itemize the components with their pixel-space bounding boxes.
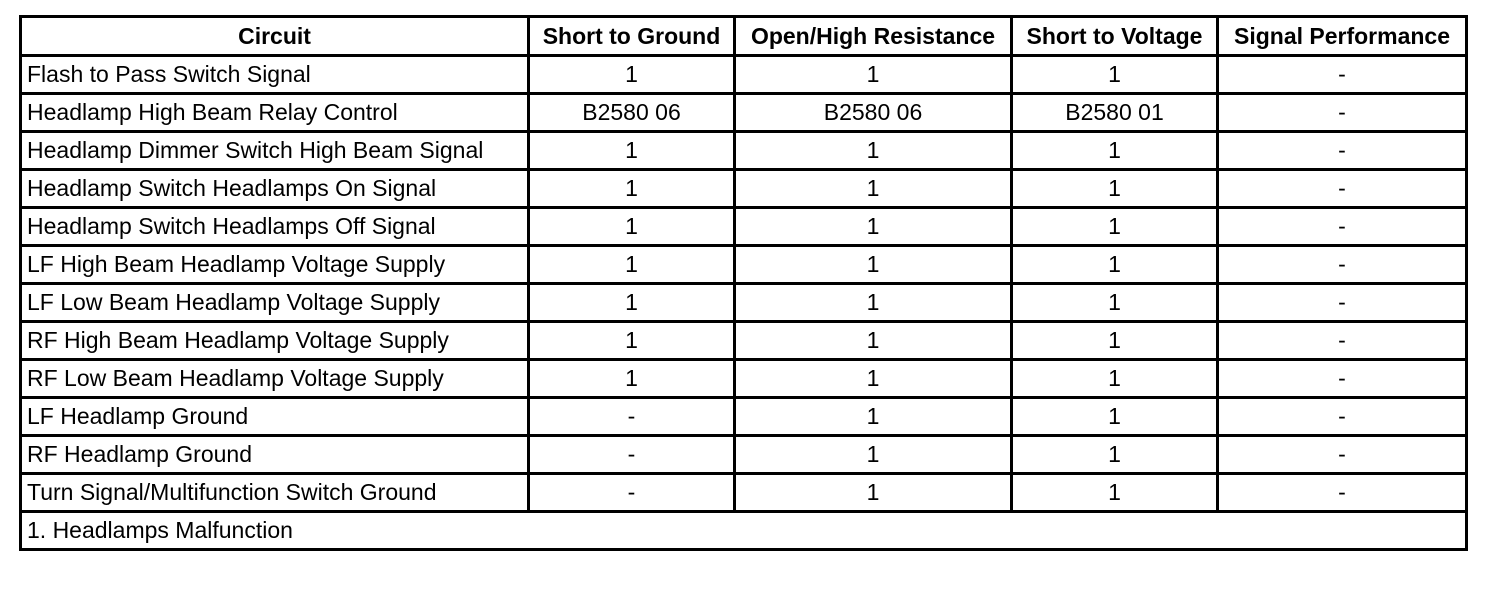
signal-performance-cell: -	[1218, 132, 1467, 170]
signal-performance-cell: -	[1218, 246, 1467, 284]
circuit-name: Headlamp Dimmer Switch High Beam Signal	[21, 132, 529, 170]
circuit-name: Headlamp Switch Headlamps Off Signal	[21, 208, 529, 246]
open-high-resistance-cell: 1	[735, 132, 1012, 170]
open-high-resistance-cell: 1	[735, 246, 1012, 284]
short-to-voltage-cell: 1	[1012, 170, 1218, 208]
header-circuit: Circuit	[21, 17, 529, 56]
open-high-resistance-cell: 1	[735, 208, 1012, 246]
open-high-resistance-cell: 1	[735, 398, 1012, 436]
circuit-name: RF High Beam Headlamp Voltage Supply	[21, 322, 529, 360]
table-row	[21, 208, 1467, 246]
header-row	[21, 17, 1467, 56]
footnote-row	[21, 512, 1467, 550]
circuit-name: RF Headlamp Ground	[21, 436, 529, 474]
open-high-resistance-cell: 1	[735, 474, 1012, 512]
table-row	[21, 170, 1467, 208]
short-to-voltage-cell: 1	[1012, 360, 1218, 398]
table-row	[21, 398, 1467, 436]
short-to-ground-cell: -	[529, 398, 735, 436]
dtc-circuit-table	[19, 15, 1468, 551]
short-to-ground-cell: 1	[529, 246, 735, 284]
circuit-name: Headlamp High Beam Relay Control	[21, 94, 529, 132]
table-row	[21, 284, 1467, 322]
table-row	[21, 322, 1467, 360]
open-high-resistance-cell: B2580 06	[735, 94, 1012, 132]
signal-performance-cell: -	[1218, 56, 1467, 94]
signal-performance-cell: -	[1218, 436, 1467, 474]
open-high-resistance-cell: 1	[735, 56, 1012, 94]
circuit-name: LF Low Beam Headlamp Voltage Supply	[21, 284, 529, 322]
short-to-voltage-cell: 1	[1012, 132, 1218, 170]
short-to-ground-cell: 1	[529, 360, 735, 398]
signal-performance-cell: -	[1218, 94, 1467, 132]
signal-performance-cell: -	[1218, 474, 1467, 512]
signal-performance-cell: -	[1218, 170, 1467, 208]
table-row	[21, 474, 1467, 512]
short-to-ground-cell: 1	[529, 132, 735, 170]
short-to-ground-cell: -	[529, 474, 735, 512]
short-to-ground-cell: 1	[529, 208, 735, 246]
table-row	[21, 360, 1467, 398]
short-to-ground-cell: -	[529, 436, 735, 474]
short-to-voltage-cell: 1	[1012, 398, 1218, 436]
table-footnote: 1. Headlamps Malfunction	[21, 512, 1467, 550]
short-to-ground-cell: 1	[529, 284, 735, 322]
open-high-resistance-cell: 1	[735, 170, 1012, 208]
short-to-ground-cell: 1	[529, 322, 735, 360]
table-row	[21, 246, 1467, 284]
table-row	[21, 56, 1467, 94]
table-row	[21, 94, 1467, 132]
short-to-voltage-cell: 1	[1012, 322, 1218, 360]
short-to-voltage-cell: 1	[1012, 246, 1218, 284]
open-high-resistance-cell: 1	[735, 436, 1012, 474]
signal-performance-cell: -	[1218, 360, 1467, 398]
circuit-name: LF High Beam Headlamp Voltage Supply	[21, 246, 529, 284]
table-row	[21, 436, 1467, 474]
open-high-resistance-cell: 1	[735, 360, 1012, 398]
short-to-voltage-cell: 1	[1012, 208, 1218, 246]
signal-performance-cell: -	[1218, 322, 1467, 360]
open-high-resistance-cell: 1	[735, 322, 1012, 360]
short-to-ground-cell: 1	[529, 170, 735, 208]
signal-performance-cell: -	[1218, 398, 1467, 436]
circuit-name: RF Low Beam Headlamp Voltage Supply	[21, 360, 529, 398]
header-open-high-resistance: Open/High Resistance	[735, 17, 1012, 56]
short-to-voltage-cell: B2580 01	[1012, 94, 1218, 132]
header-signal-performance: Signal Performance	[1218, 17, 1467, 56]
short-to-voltage-cell: 1	[1012, 56, 1218, 94]
circuit-name: Turn Signal/Multifunction Switch Ground	[21, 474, 529, 512]
circuit-name: Flash to Pass Switch Signal	[21, 56, 529, 94]
header-short-to-voltage: Short to Voltage	[1012, 17, 1218, 56]
short-to-ground-cell: B2580 06	[529, 94, 735, 132]
short-to-voltage-cell: 1	[1012, 474, 1218, 512]
signal-performance-cell: -	[1218, 208, 1467, 246]
open-high-resistance-cell: 1	[735, 284, 1012, 322]
table-row	[21, 132, 1467, 170]
short-to-ground-cell: 1	[529, 56, 735, 94]
short-to-voltage-cell: 1	[1012, 436, 1218, 474]
circuit-name: Headlamp Switch Headlamps On Signal	[21, 170, 529, 208]
circuit-name: LF Headlamp Ground	[21, 398, 529, 436]
signal-performance-cell: -	[1218, 284, 1467, 322]
short-to-voltage-cell: 1	[1012, 284, 1218, 322]
header-short-to-ground: Short to Ground	[529, 17, 735, 56]
